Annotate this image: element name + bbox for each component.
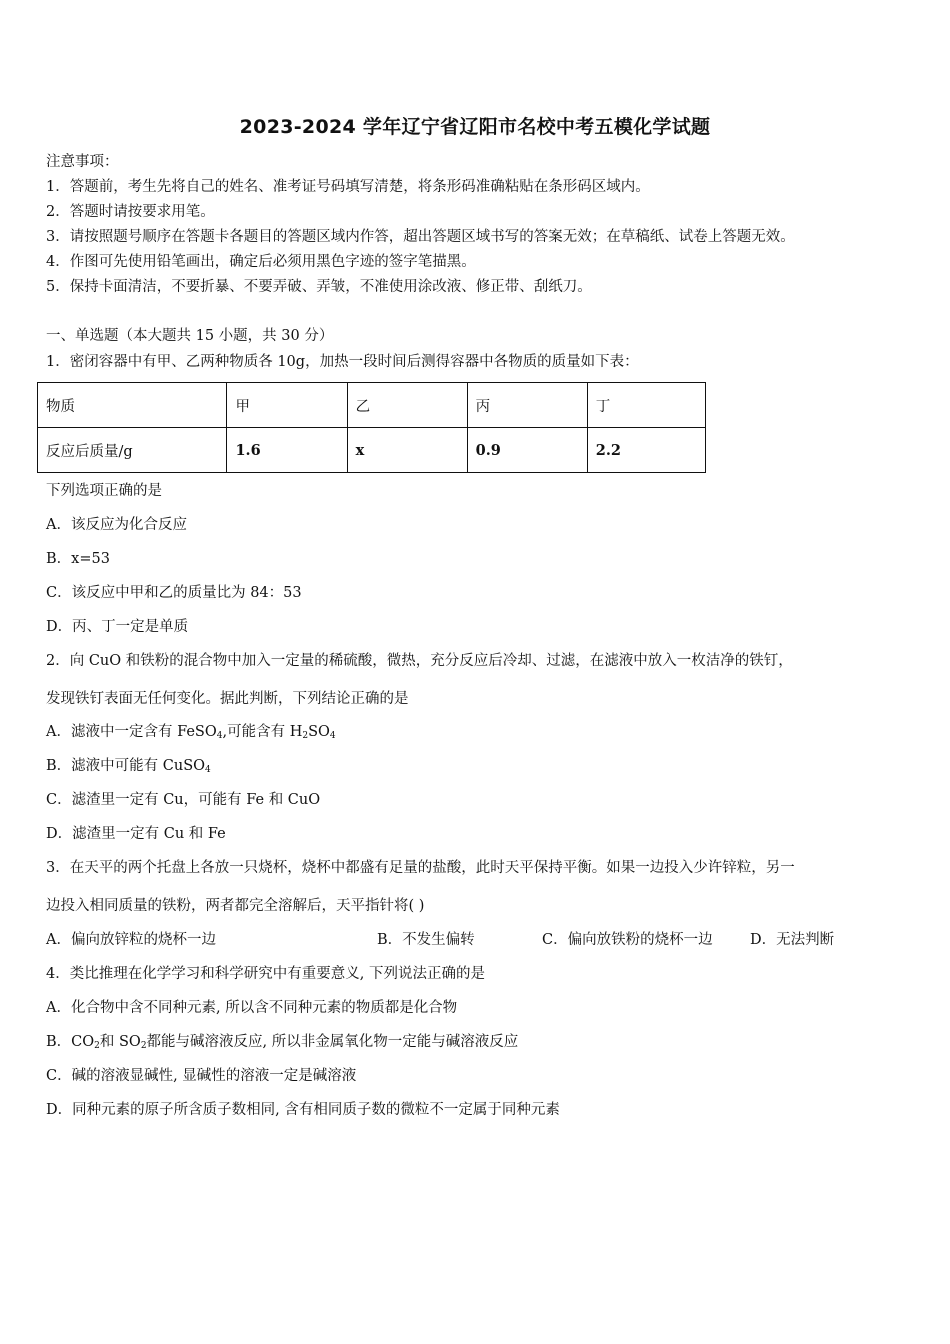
text-part: B．滤液中可能有 CuSO — [46, 758, 206, 774]
table-cell: 2.2 — [587, 428, 705, 473]
subscript: 2 — [140, 1041, 147, 1051]
subscript: 2 — [94, 1041, 100, 1051]
text-part: SO — [308, 724, 330, 740]
q3-option-b: B．不发生偏转 — [377, 932, 475, 948]
table-cell: 丁 — [587, 383, 705, 428]
q1-prompt: 下列选项正确的是 — [46, 483, 162, 499]
q1-option-d: D．丙、丁一定是单质 — [46, 619, 189, 635]
q4-option-b — [46, 1032, 518, 1056]
q4-option-a: A．化合物中含不同种元素, 所以含不同种元素的物质都是化合物 — [46, 1000, 458, 1016]
q1-option-a: A．该反应为化合反应 — [46, 517, 187, 533]
q3-stem-line2: 边投入相同质量的铁粉，两者都完全溶解后，天平指针将( ) — [46, 898, 425, 914]
text-part: 和 SO — [99, 1034, 141, 1050]
q4-option-c: C．碱的溶液显碱性, 显碱性的溶液一定是碱溶液 — [46, 1068, 357, 1084]
note-item: 1．答题前，考生先将自己的姓名、准考证号码填写清楚，将条形码准确粘贴在条形码区域内。 — [46, 179, 650, 195]
page-title: 2023-2024 学年辽宁省辽阳市名校中考五模化学试题 — [239, 116, 711, 138]
q2-stem-line1: 2．向 CuO 和铁粉的混合物中加入一定量的稀硫酸，微热，充分反应后冷却、过滤，在滤液中放入一枚洁净的铁钉， — [46, 653, 793, 669]
q2-stem-line2: 发现铁钉表面无任何变化。据此判断，下列结论正确的是 — [46, 691, 409, 707]
q4-stem: 4．类比推理在化学学习和科学研究中有重要意义, 下列说法正确的是 — [46, 966, 485, 982]
q3-option-d: D．无法判断 — [750, 932, 835, 948]
q3-option-a: A．偏向放锌粒的烧杯一边 — [46, 932, 216, 948]
text-part: A．滤液中一定含有 FeSO — [46, 724, 217, 740]
text-part: ,可能含有 H — [222, 724, 303, 740]
section-heading: 一、单选题（本大题共 15 小题，共 30 分） — [46, 328, 334, 344]
text-part: B．CO — [46, 1034, 95, 1050]
text-part: 都能与碱溶液反应, 所以非金属氧化物一定能与碱溶液反应 — [146, 1034, 519, 1050]
note-item: 2．答题时请按要求用笔。 — [46, 204, 215, 220]
q4-option-d: D．同种元素的原子所含质子数相同, 含有相同质子数的微粒不一定属于同种元素 — [46, 1102, 560, 1118]
note-item: 3．请按照题号顺序在答题卡各题目的答题区域内作答，超出答题区域书写的答案无效；在草稿纸、试卷上答题无效。 — [46, 229, 795, 245]
q1-table — [37, 382, 706, 473]
table-cell: 0.9 — [467, 428, 587, 473]
q1-stem: 1．密闭容器中有甲、乙两种物质各 10g，加热一段时间后测得容器中各物质的质量如下表： — [46, 354, 639, 370]
q3-stem-line1: 3．在天平的两个托盘上各放一只烧杯，烧杯中都盛有足量的盐酸，此时天平保持平衡。如果一边投入少许锌粒，另一 — [46, 860, 795, 876]
table-cell: 物质 — [38, 383, 227, 428]
note-item: 5．保持卡面清洁，不要折暴、不要弄破、弄皱，不准使用涂改液、修正带、刮纸刀。 — [46, 279, 592, 295]
table-header-row — [38, 383, 706, 428]
q1-option-c: C．该反应中甲和乙的质量比为 84：53 — [46, 585, 302, 601]
q2-option-c: C．滤渣里一定有 Cu，可能有 Fe 和 CuO — [46, 792, 321, 808]
table-cell: 反应后质量/g — [38, 428, 227, 473]
table-cell: 甲 — [227, 383, 347, 428]
notes-heading: 注意事项： — [46, 154, 119, 170]
subscript: 2 — [302, 731, 309, 741]
q1-option-b: B．x=53 — [46, 551, 110, 567]
subscript: 4 — [205, 765, 211, 775]
subscript: 4 — [329, 731, 336, 741]
table-cell: 丙 — [467, 383, 587, 428]
table-cell: x — [347, 428, 467, 473]
note-item: 4．作图可先使用铅笔画出，确定后必须用黑色字迹的签字笔描黑。 — [46, 254, 476, 270]
table-cell: 乙 — [347, 383, 467, 428]
table-row — [38, 428, 706, 473]
q3-option-c: C．偏向放铁粉的烧杯一边 — [542, 932, 713, 948]
subscript: 4 — [216, 731, 223, 741]
table-cell: 1.6 — [227, 428, 347, 473]
q2-option-a — [46, 722, 336, 746]
q2-option-b — [46, 756, 211, 780]
q2-option-d: D．滤渣里一定有 Cu 和 Fe — [46, 826, 226, 842]
